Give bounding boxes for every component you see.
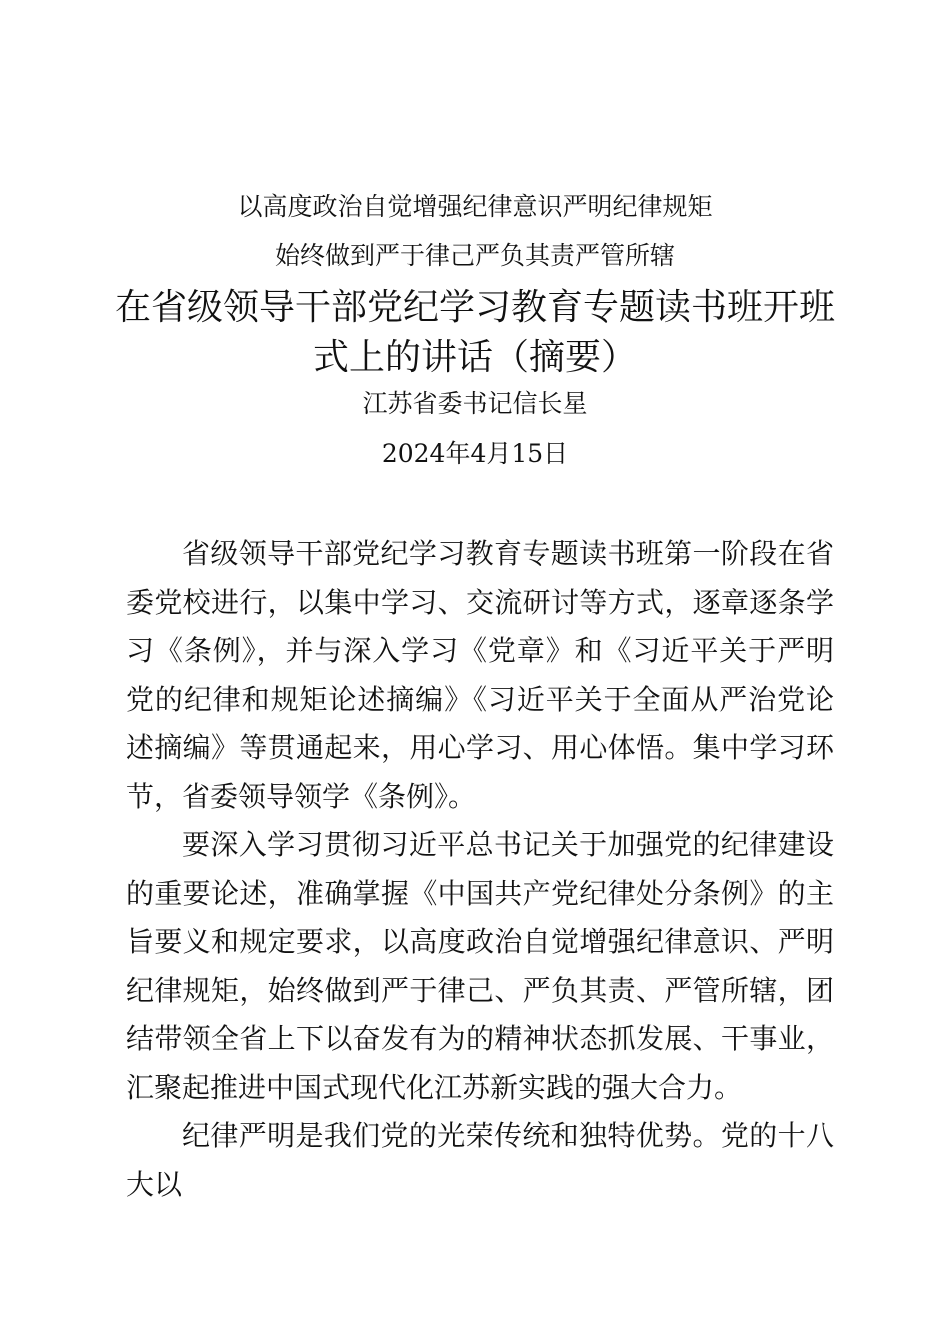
paragraph-2: 要深入学习贯彻习近平总书记关于加强党的纪律建设的重要论述，准确掌握《中国共产党纪律处分条例》的主旨要义和规定要求，以高度政治自觉增强纪律意识、严明纪律规矩，始终做到严于律己、严负其责、严管所辖，团结带领全省上下以奋发有为的精神状态抓发展、干事业，汇聚起推进中国式现代化江苏新实践的强大合力。 bbox=[126, 828, 834, 1104]
date-line: 2024年4月15日 bbox=[381, 439, 569, 468]
body-text bbox=[126, 530, 834, 1209]
paragraph-3: 纪律严明是我们党的光荣传统和独特优势。党的十八大以 bbox=[126, 1119, 834, 1201]
subtitle-line-2: 始终做到严于律己严负其责严管所辖 bbox=[274, 241, 675, 270]
subtitle-line-1: 以高度政治自觉增强纪律意识严明纪律规矩 bbox=[237, 192, 713, 221]
paragraph-1: 省级领导干部党纪学习教育专题读书班第一阶段在省委党校进行，以集中学习、交流研讨等方式，逐章逐条学习《条例》，并与深入学习《党章》和《习近平关于严明党的纪律和规矩论述摘编》《习近平关于全面从严治党论述摘编》等贯通起来，用心学习、用心体悟。集中学习环节，省委领导领学《条例》。 bbox=[126, 537, 834, 813]
main-title-line-2: 式上的讲话（摘要） bbox=[312, 337, 637, 378]
author-line: 江苏省委书记信长星 bbox=[362, 389, 588, 418]
main-title-line-1: 在省级领导干部党纪学习教育专题读书班开班 bbox=[114, 287, 835, 328]
